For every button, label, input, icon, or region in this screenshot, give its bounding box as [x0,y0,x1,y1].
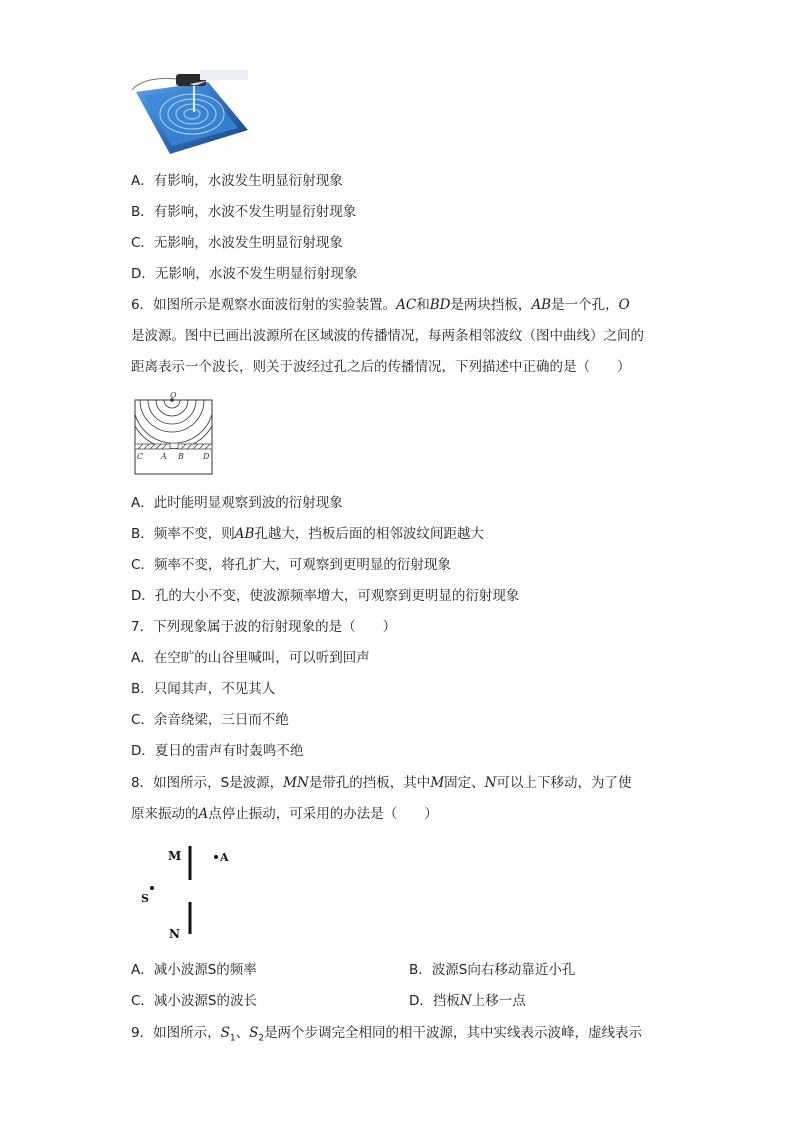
q7-option-a: A．在空旷的山谷里喊叫，可以听到回声 [131,650,370,666]
q6-option-c: C．频率不变，将孔扩大，可观察到更明显的衍射现象 [131,557,451,573]
q8-option-a: A．减小波源S的频率 [131,962,257,978]
q6-stem-line1: 6．如图所示是观察水面波衍射的实验装置。AC和BD是两块挡板，AB是一个孔，O [131,297,630,313]
q6-stem-line3: 距离表示一个波长，则关于波经过孔之后的传播情况，下列描述中正确的是（ ） [131,359,631,375]
q8-label-s: S [141,892,149,905]
q8-label-m: M [168,849,182,863]
water-tray-photo [130,70,250,156]
q8-option-b: B．波源S向右移动靠近小孔 [409,962,576,978]
q6-label-c: C [137,452,144,461]
q6-diffraction-figure [134,392,214,476]
q6-label-b: B [178,452,184,461]
q6-label-a: A [161,452,167,461]
q7-option-c: C．余音绕梁，三日而不绝 [131,712,289,728]
q6-label-o: O [170,392,177,400]
q8-label-a: A [220,851,229,864]
q7-option-d: D．夏日的雷声有时轰鸣不绝 [131,743,304,759]
q5-option-a: A．有影响，水波发生明显衍射现象 [131,173,343,189]
q6-stem-line2: 是波源。图中已画出波源所在区域波的传播情况，每两条相邻波纹（图中曲线）之间的 [131,328,644,344]
q8-stem-line1: 8．如图所示，S是波源，MN是带孔的挡板，其中M固定、N可以上下移动，为了使 [131,775,632,791]
q5-option-b: B．有影响，水波不发生明显衍射现象 [131,204,357,220]
q5-option-d: D．无影响，水波不发生明显衍射现象 [131,266,358,282]
q8-stem-line2: 原来振动的A点停止振动，可采用的办法是（ ） [131,806,438,822]
q8-option-c: C．减小波源S的波长 [131,993,257,1009]
q6-option-d: D．孔的大小不变，使波源频率增大，可观察到更明显的衍射现象 [131,588,520,604]
q9-stem-line1: 9．如图所示，$S_1$、$S_2$是两个步调完全相同的相干波源，其中实线表示波峰，虚线表示 [131,1025,643,1044]
q6-option-b: B．频率不变，则AB孔越大，挡板后面的相邻波纹间距越大 [131,526,484,542]
q7-stem: 7．下列现象属于波的衍射现象的是（ ） [131,619,397,635]
q6-label-d: D [203,452,210,461]
q6-option-a: A．此时能明显观察到波的衍射现象 [131,495,343,511]
q5-option-c: C．无影响，水波发生明显衍射现象 [131,235,343,251]
q8-label-n: N [169,927,180,941]
q8-barrier-figure [136,840,246,945]
q8-option-d: D．挡板N上移一点 [409,993,526,1009]
q7-option-b: B．只闻其声，不见其人 [131,681,276,697]
